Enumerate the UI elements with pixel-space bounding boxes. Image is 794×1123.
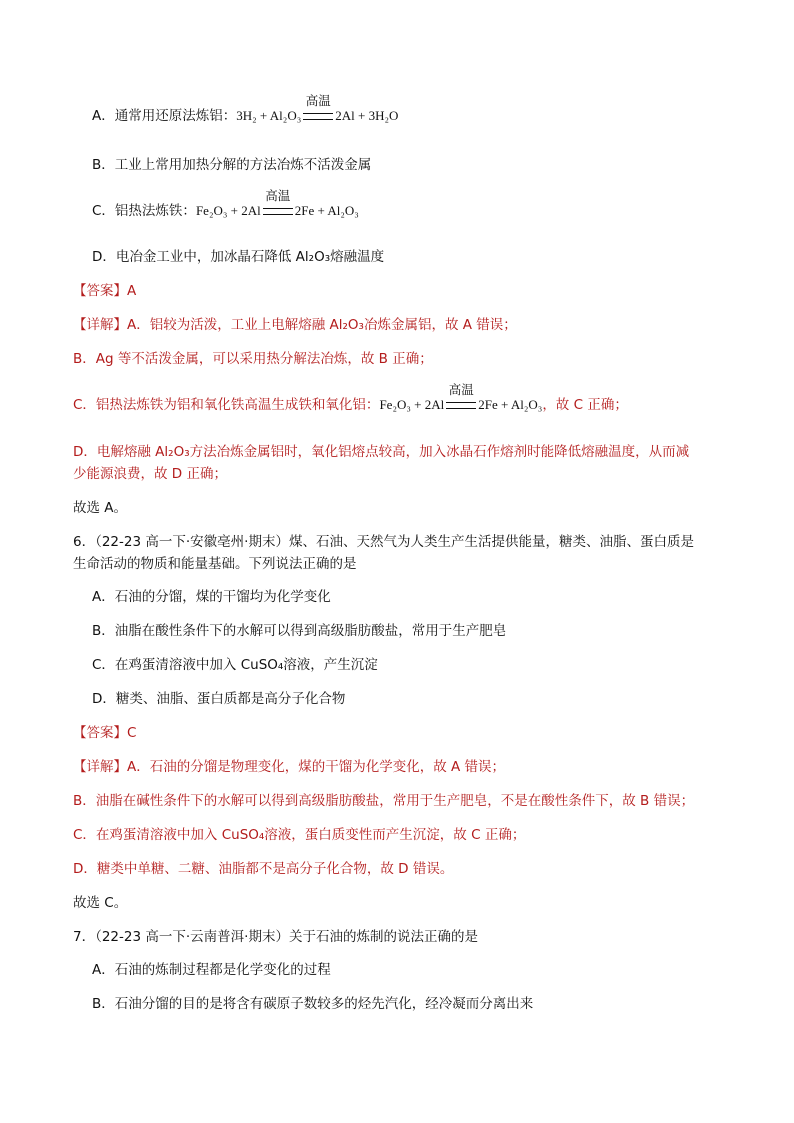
- option-c-q5: [92, 188, 359, 220]
- option-label: A．通常用还原法炼铝：: [92, 108, 237, 124]
- option-a-q6: A．石油的分馏，煤的干馏均为化学变化: [92, 589, 331, 605]
- answer-q5: 【答案】A: [73, 283, 137, 299]
- reaction-condition: 高温: [448, 382, 474, 397]
- reaction-condition-arrow: [263, 188, 293, 220]
- option-d-q6: D．糖类、油脂、蛋白质都是高分子化合物: [92, 691, 346, 707]
- reaction-condition: 高温: [265, 188, 291, 203]
- detail-tail: ，故 C 正确；: [542, 397, 628, 413]
- option-c-q6: C．在鸡蛋清溶液中加入 CuSO₄溶液，产生沉淀: [92, 657, 378, 673]
- detail-a-q5: 【详解】A．铝较为活泼，工业上电解熔融 Al₂O₃冶炼金属铝，故 A 错误；: [73, 317, 517, 333]
- option-b-q5: B．工业上常用加热分解的方法冶炼不活泼金属: [92, 157, 372, 173]
- formula-right: 2Fe + Al₂O₃: [294, 203, 359, 218]
- option-a-q5: [92, 93, 399, 125]
- question-6-stem-line2: 生命活动的物质和能量基础。下列说法正确的是: [73, 556, 357, 572]
- formula-left: Fe₂O₃ + 2Al: [379, 397, 445, 412]
- formula-right: 2Al + 3H₂O: [335, 108, 399, 123]
- option-d-q5: D．电冶金工业中，加冰晶石降低 Al₂O₃熔融温度: [92, 249, 385, 265]
- detail-d-q6: D．糖类中单糖、二糖、油脂都不是高分子化合物，故 D 错误。: [73, 861, 454, 877]
- option-b-q6: B．油脂在酸性条件下的水解可以得到高级脂肪酸盐，常用于生产肥皂: [92, 623, 507, 639]
- detail-c-q6: C．在鸡蛋清溶液中加入 CuSO₄溶液，蛋白质变性而产生沉淀，故 C 正确；: [73, 827, 526, 843]
- question-7-stem: 7．（22-23 高一下·云南普洱·期末）关于石油的炼制的说法正确的是: [73, 929, 478, 945]
- detail-d-q5-line1: D．电解熔融 Al₂O₃方法冶炼金属铝时，氧化铝熔点较高，加入冰晶石作熔剂时能降低熔融温度，从而减: [73, 444, 690, 460]
- formula-left: Fe₂O₃ + 2Al: [195, 203, 261, 218]
- reaction-condition: 高温: [305, 93, 331, 108]
- detail-c-q5: [73, 382, 628, 414]
- detail-label: C．铝热法炼铁为铝和氧化铁高温生成铁和氧化铝：: [73, 397, 380, 413]
- detail-b-q6: B．油脂在碱性条件下的水解可以得到高级脂肪酸盐，常用于生产肥皂，不是在酸性条件下，故 B 错误；: [73, 793, 695, 809]
- question-6-stem-line1: 6．（22-23 高一下·安徽亳州·期末）煤、石油、天然气为人类生产生活提供能量，糖类、油脂、蛋白质是: [73, 534, 694, 550]
- reaction-condition-arrow: [303, 93, 333, 125]
- formula-left: 3H₂ + Al₂O₃: [236, 108, 302, 123]
- detail-a-q6: 【详解】A．石油的分馏是物理变化，煤的干馏为化学变化，故 A 错误；: [73, 759, 506, 775]
- answer-q6: 【答案】C: [73, 725, 137, 741]
- option-b-q7: B．石油分馏的目的是将含有碳原子数较多的烃先汽化，经冷凝而分离出来: [92, 996, 534, 1012]
- reaction-condition-arrow: [446, 382, 476, 414]
- conclusion-q5: 故选 A。: [73, 500, 128, 516]
- option-label: C．铝热法炼铁：: [92, 203, 196, 219]
- option-a-q7: A．石油的炼制过程都是化学变化的过程: [92, 962, 331, 978]
- formula-right: 2Fe + Al₂O₃: [478, 397, 543, 412]
- conclusion-q6: 故选 C。: [73, 895, 128, 911]
- detail-d-q5-line2: 少能源浪费，故 D 正确；: [73, 466, 227, 482]
- detail-b-q5: B．Ag 等不活泼金属，可以采用热分解法冶炼，故 B 正确；: [73, 351, 433, 367]
